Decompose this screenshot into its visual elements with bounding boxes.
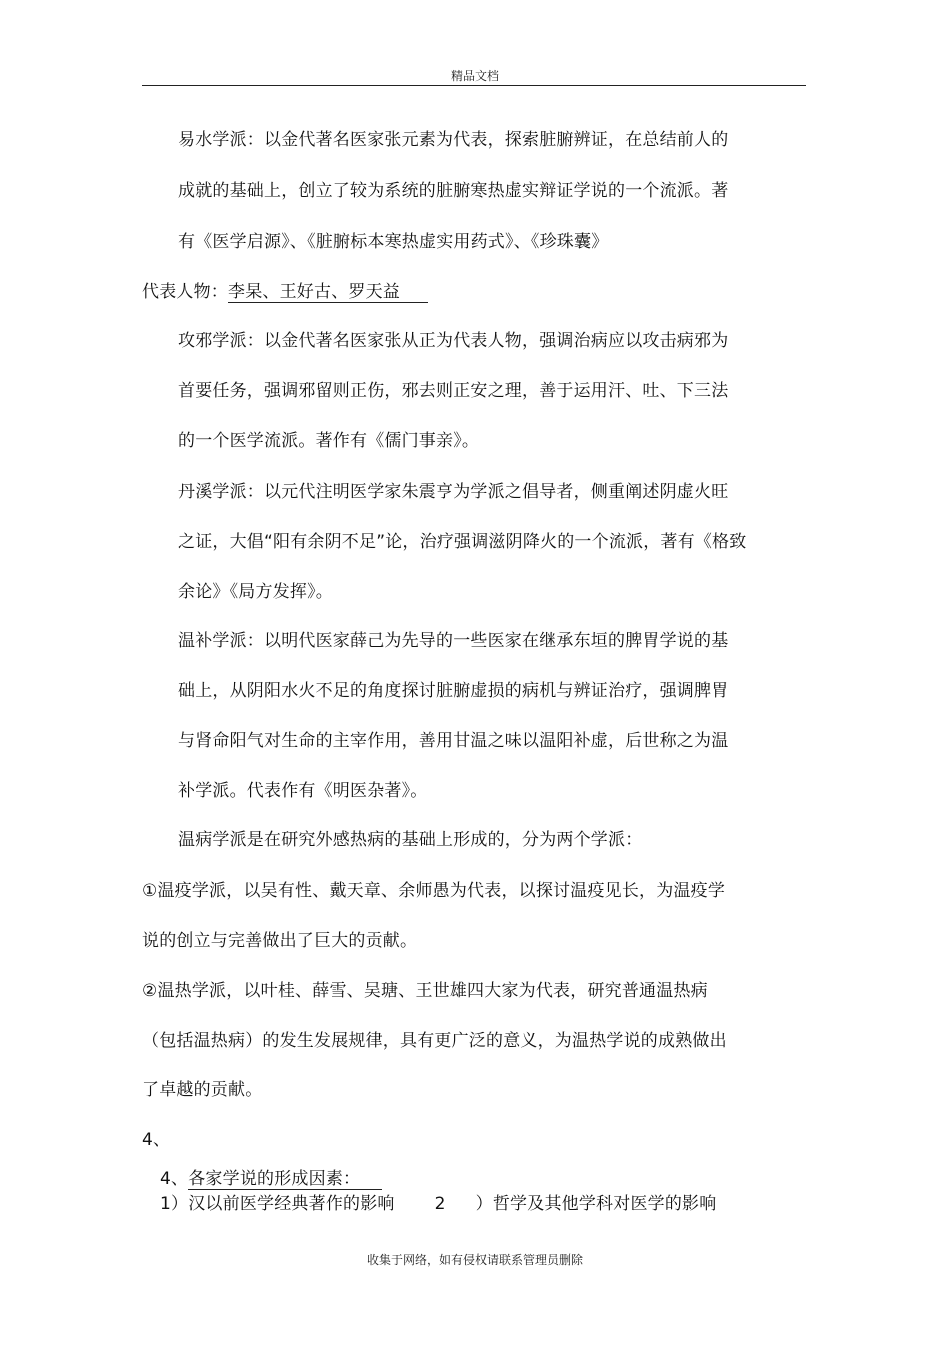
factor-2-number: 2: [434, 1194, 446, 1214]
danxi-line-2: 之证，大倡“阳有余阴不足”论，治疗强调滋阴降火的一个流派，著有《格致: [178, 532, 747, 552]
wenbu-line-2: 础上，从阴阳水火不足的角度探讨脏腑虚损的病机与辨证治疗，强调脾胃: [178, 681, 729, 701]
wenre-line-2: （包括温热病）的发生发展规律，具有更广泛的意义，为温热学说的成熟做出: [142, 1031, 727, 1051]
gongxie-line-2: 首要任务，强调邪留则正伤，邪去则正安之理，善于运用汗、吐、下三法: [178, 381, 729, 401]
wenbu-line-4: 补学派。代表作有《明医杂著》。: [178, 781, 428, 801]
gongxie-line-1: 攻邪学派：以金代著名医家张从正为代表人物，强调治病应以攻击病邪为: [178, 331, 729, 351]
wenbu-line-1: 温补学派：以明代医家薛己为先导的一些医家在继承东垣的脾胃学说的基: [178, 631, 729, 651]
yishui-line-2: 成就的基础上，创立了较为系统的脏腑寒热虚实辩证学说的一个流派。著: [178, 181, 729, 201]
factors-line: [160, 1193, 716, 1215]
section-4-heading: [160, 1168, 382, 1190]
danxi-line-3: 余论》《局方发挥》。: [178, 582, 333, 602]
page-header: 精品文档: [450, 69, 499, 83]
page-footer: 收集于网络，如有侵权请联系管理员删除: [366, 1253, 583, 1267]
representatives-line: [142, 281, 428, 303]
danxi-line-1: 丹溪学派：以元代注明医学家朱震亨为学派之倡导者，侧重阐述阴虚火旺: [178, 482, 729, 502]
section-number: 4、: [142, 1130, 171, 1150]
header-divider: [142, 85, 806, 86]
representatives-names: 李杲、王好古、罗天益: [228, 282, 428, 303]
representatives-label: 代表人物：: [142, 282, 228, 302]
section-4-title: 各家学说的形成因素：: [188, 1169, 382, 1190]
factor-1: 1）汉以前医学经典著作的影响: [160, 1194, 395, 1214]
wenyi-line-1: ①温疫学派，以吴有性、戴天章、余师愚为代表，以探讨温疫见长，为温疫学: [142, 881, 726, 901]
section-4-number: 4、: [160, 1169, 189, 1189]
wenre-line-1: ②温热学派，以叶桂、薛雪、吴瑭、王世雄四大家为代表，研究普通温热病: [142, 981, 708, 1001]
wenbu-line-3: 与肾命阳气对生命的主宰作用，善用甘温之味以温阳补虚，后世称之为温: [178, 731, 729, 751]
wenyi-line-2: 说的创立与完善做出了巨大的贡献。: [142, 931, 418, 951]
gongxie-line-3: 的一个医学流派。著作有《儒门事亲》。: [178, 431, 480, 451]
yishui-line-3: 有《医学启源》、《脏腑标本寒热虚实用药式》、《珍珠囊》: [178, 232, 609, 252]
factor-2: ）哲学及其他学科对医学的影响: [475, 1194, 717, 1214]
yishui-line-1: 易水学派：以金代著名医家张元素为代表，探索脏腑辨证，在总结前人的: [178, 130, 729, 150]
wenre-line-3: 了卓越的贡献。: [142, 1080, 263, 1100]
wenbing-intro: 温病学派是在研究外感热病的基础上形成的，分为两个学派：: [178, 830, 643, 850]
